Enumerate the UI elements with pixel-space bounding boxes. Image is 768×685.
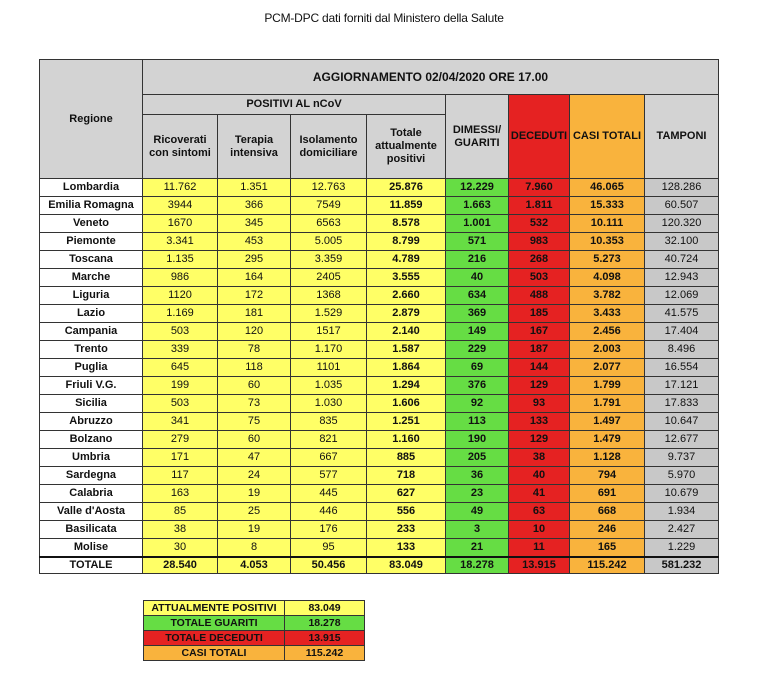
- cell-isolamento: 7549: [291, 197, 367, 215]
- cell-ricoverati: 30: [143, 539, 218, 558]
- cell-isolamento: 835: [291, 413, 367, 431]
- cell-casi-totali: 794: [570, 467, 645, 485]
- cell-totale-positivi: 2.660: [367, 287, 446, 305]
- cell-terapia: 164: [218, 269, 291, 287]
- cell-ricoverati: 11.762: [143, 179, 218, 197]
- header-ricoverati: Ricoverati con sintomi: [143, 115, 218, 179]
- cell-regione: Toscana: [40, 251, 143, 269]
- cell-casi-totali: 46.065: [570, 179, 645, 197]
- cell-dimessi: 3: [446, 521, 509, 539]
- cell-deceduti: 532: [509, 215, 570, 233]
- cell-dimessi: 21: [446, 539, 509, 558]
- cell-ricoverati: 503: [143, 395, 218, 413]
- cell-casi-totali: 4.098: [570, 269, 645, 287]
- cell-isolamento: 1101: [291, 359, 367, 377]
- table-row: [40, 413, 719, 431]
- cell-isolamento: 5.005: [291, 233, 367, 251]
- cell-regione: Campania: [40, 323, 143, 341]
- cell-regione: Veneto: [40, 215, 143, 233]
- summary-row: [144, 646, 365, 661]
- cell-totale-positivi: 4.789: [367, 251, 446, 269]
- cell-casi-totali: 3.433: [570, 305, 645, 323]
- cell-dimessi: 216: [446, 251, 509, 269]
- cell-tamponi: 120.320: [645, 215, 719, 233]
- cell-deceduti: 167: [509, 323, 570, 341]
- cell-ricoverati: 85: [143, 503, 218, 521]
- table-row: [40, 485, 719, 503]
- header-isolamento: Isolamento domiciliare: [291, 115, 367, 179]
- cell-casi-totali: 1.479: [570, 431, 645, 449]
- cell-isolamento: 1517: [291, 323, 367, 341]
- cell-isolamento: 445: [291, 485, 367, 503]
- cell-isolamento: 12.763: [291, 179, 367, 197]
- covid-regions-table: [39, 59, 719, 574]
- cell-deceduti: 11: [509, 539, 570, 558]
- cell-isolamento: 577: [291, 467, 367, 485]
- cell-regione: Lombardia: [40, 179, 143, 197]
- cell-tamponi: 1.934: [645, 503, 719, 521]
- cell-terapia: 453: [218, 233, 291, 251]
- cell-terapia: 172: [218, 287, 291, 305]
- table-row: [40, 197, 719, 215]
- table-row: [40, 521, 719, 539]
- cell-deceduti: 488: [509, 287, 570, 305]
- cell-tamponi: 12.677: [645, 431, 719, 449]
- cell-tamponi: 60.507: [645, 197, 719, 215]
- cell-terapia: 181: [218, 305, 291, 323]
- table-row: [40, 431, 719, 449]
- summary-value: 83.049: [285, 601, 365, 616]
- cell-terapia: 8: [218, 539, 291, 558]
- cell-tamponi: 2.427: [645, 521, 719, 539]
- cell-ricoverati: 3.341: [143, 233, 218, 251]
- cell-deceduti: 93: [509, 395, 570, 413]
- total-terapia: 4.053: [218, 557, 291, 574]
- summary-value: 18.278: [285, 616, 365, 631]
- cell-totale-positivi: 2.140: [367, 323, 446, 341]
- summary-row: [144, 631, 365, 646]
- cell-dimessi: 634: [446, 287, 509, 305]
- cell-regione: Sardegna: [40, 467, 143, 485]
- table-row: [40, 215, 719, 233]
- cell-isolamento: 3.359: [291, 251, 367, 269]
- header-regione: Regione: [40, 60, 143, 179]
- cell-deceduti: 38: [509, 449, 570, 467]
- cell-terapia: 120: [218, 323, 291, 341]
- cell-regione: Abruzzo: [40, 413, 143, 431]
- table-row: [40, 377, 719, 395]
- cell-deceduti: 63: [509, 503, 570, 521]
- cell-deceduti: 185: [509, 305, 570, 323]
- cell-dimessi: 40: [446, 269, 509, 287]
- summary-table: [143, 600, 365, 661]
- cell-terapia: 75: [218, 413, 291, 431]
- cell-ricoverati: 339: [143, 341, 218, 359]
- cell-deceduti: 129: [509, 377, 570, 395]
- header-casi-totali: CASI TOTALI: [570, 95, 645, 179]
- table-row: [40, 359, 719, 377]
- cell-totale-positivi: 2.879: [367, 305, 446, 323]
- cell-isolamento: 95: [291, 539, 367, 558]
- table-row: [40, 287, 719, 305]
- cell-casi-totali: 1.128: [570, 449, 645, 467]
- cell-ricoverati: 279: [143, 431, 218, 449]
- cell-terapia: 1.351: [218, 179, 291, 197]
- cell-ricoverati: 38: [143, 521, 218, 539]
- header-totale-positivi: Totale attualmente positivi: [367, 115, 446, 179]
- cell-ricoverati: 1.135: [143, 251, 218, 269]
- cell-deceduti: 268: [509, 251, 570, 269]
- cell-dimessi: 23: [446, 485, 509, 503]
- cell-ricoverati: 199: [143, 377, 218, 395]
- cell-dimessi: 571: [446, 233, 509, 251]
- cell-casi-totali: 5.273: [570, 251, 645, 269]
- cell-totale-positivi: 718: [367, 467, 446, 485]
- cell-tamponi: 5.970: [645, 467, 719, 485]
- cell-terapia: 345: [218, 215, 291, 233]
- cell-tamponi: 12.069: [645, 287, 719, 305]
- page-title: PCM-DPC dati forniti dal Ministero della Salute: [264, 11, 504, 25]
- cell-deceduti: 1.811: [509, 197, 570, 215]
- cell-dimessi: 49: [446, 503, 509, 521]
- cell-isolamento: 1368: [291, 287, 367, 305]
- cell-regione: Marche: [40, 269, 143, 287]
- cell-totale-positivi: 8.578: [367, 215, 446, 233]
- summary-label: ATTUALMENTE POSITIVI: [144, 601, 285, 616]
- total-ricoverati: 28.540: [143, 557, 218, 574]
- cell-terapia: 73: [218, 395, 291, 413]
- cell-tamponi: 41.575: [645, 305, 719, 323]
- cell-ricoverati: 1670: [143, 215, 218, 233]
- cell-ricoverati: 645: [143, 359, 218, 377]
- total-regione: TOTALE: [40, 557, 143, 574]
- cell-isolamento: 1.170: [291, 341, 367, 359]
- cell-totale-positivi: 627: [367, 485, 446, 503]
- cell-totale-positivi: 1.294: [367, 377, 446, 395]
- total-totale-positivi: 83.049: [367, 557, 446, 574]
- cell-isolamento: 1.035: [291, 377, 367, 395]
- cell-terapia: 24: [218, 467, 291, 485]
- total-deceduti: 13.915: [509, 557, 570, 574]
- cell-dimessi: 376: [446, 377, 509, 395]
- cell-dimessi: 113: [446, 413, 509, 431]
- cell-casi-totali: 10.353: [570, 233, 645, 251]
- table-row: [40, 251, 719, 269]
- cell-isolamento: 6563: [291, 215, 367, 233]
- cell-deceduti: 503: [509, 269, 570, 287]
- cell-isolamento: 1.030: [291, 395, 367, 413]
- cell-terapia: 366: [218, 197, 291, 215]
- cell-totale-positivi: 233: [367, 521, 446, 539]
- cell-dimessi: 12.229: [446, 179, 509, 197]
- cell-terapia: 78: [218, 341, 291, 359]
- cell-dimessi: 1.001: [446, 215, 509, 233]
- cell-totale-positivi: 1.606: [367, 395, 446, 413]
- cell-ricoverati: 1120: [143, 287, 218, 305]
- cell-deceduti: 144: [509, 359, 570, 377]
- cell-terapia: 19: [218, 485, 291, 503]
- cell-tamponi: 8.496: [645, 341, 719, 359]
- cell-terapia: 47: [218, 449, 291, 467]
- cell-deceduti: 983: [509, 233, 570, 251]
- header-deceduti: DECEDUTI: [509, 95, 570, 179]
- cell-tamponi: 10.647: [645, 413, 719, 431]
- cell-totale-positivi: 8.799: [367, 233, 446, 251]
- cell-deceduti: 133: [509, 413, 570, 431]
- cell-regione: Valle d'Aosta: [40, 503, 143, 521]
- summary-value: 115.242: [285, 646, 365, 661]
- cell-ricoverati: 171: [143, 449, 218, 467]
- cell-terapia: 60: [218, 377, 291, 395]
- summary-label: CASI TOTALI: [144, 646, 285, 661]
- cell-isolamento: 821: [291, 431, 367, 449]
- table-row: [40, 305, 719, 323]
- cell-dimessi: 190: [446, 431, 509, 449]
- cell-dimessi: 1.663: [446, 197, 509, 215]
- cell-tamponi: 1.229: [645, 539, 719, 558]
- cell-casi-totali: 2.077: [570, 359, 645, 377]
- cell-regione: Sicilia: [40, 395, 143, 413]
- cell-ricoverati: 163: [143, 485, 218, 503]
- cell-dimessi: 229: [446, 341, 509, 359]
- cell-regione: Liguria: [40, 287, 143, 305]
- cell-deceduti: 10: [509, 521, 570, 539]
- table-row: [40, 233, 719, 251]
- table-row: [40, 503, 719, 521]
- cell-dimessi: 369: [446, 305, 509, 323]
- header-positivi: POSITIVI AL nCoV: [143, 95, 446, 115]
- cell-totale-positivi: 885: [367, 449, 446, 467]
- cell-terapia: 118: [218, 359, 291, 377]
- cell-casi-totali: 15.333: [570, 197, 645, 215]
- cell-casi-totali: 1.497: [570, 413, 645, 431]
- cell-tamponi: 17.121: [645, 377, 719, 395]
- table-row: [40, 449, 719, 467]
- cell-regione: Calabria: [40, 485, 143, 503]
- header-terapia: Terapia intensiva: [218, 115, 291, 179]
- cell-isolamento: 176: [291, 521, 367, 539]
- cell-tamponi: 17.833: [645, 395, 719, 413]
- cell-isolamento: 2405: [291, 269, 367, 287]
- cell-ricoverati: 117: [143, 467, 218, 485]
- summary-label: TOTALE DECEDUTI: [144, 631, 285, 646]
- summary-label: TOTALE GUARITI: [144, 616, 285, 631]
- cell-casi-totali: 1.799: [570, 377, 645, 395]
- cell-dimessi: 149: [446, 323, 509, 341]
- summary-row: [144, 616, 365, 631]
- cell-deceduti: 7.960: [509, 179, 570, 197]
- cell-casi-totali: 10.111: [570, 215, 645, 233]
- cell-tamponi: 12.943: [645, 269, 719, 287]
- cell-terapia: 60: [218, 431, 291, 449]
- cell-regione: Trento: [40, 341, 143, 359]
- cell-casi-totali: 1.791: [570, 395, 645, 413]
- cell-tamponi: 128.286: [645, 179, 719, 197]
- table-row: [40, 395, 719, 413]
- cell-deceduti: 129: [509, 431, 570, 449]
- cell-totale-positivi: 1.864: [367, 359, 446, 377]
- cell-casi-totali: 2.456: [570, 323, 645, 341]
- cell-isolamento: 446: [291, 503, 367, 521]
- cell-tamponi: 17.404: [645, 323, 719, 341]
- cell-casi-totali: 668: [570, 503, 645, 521]
- cell-totale-positivi: 25.876: [367, 179, 446, 197]
- cell-regione: Molise: [40, 539, 143, 558]
- header-aggiornamento: AGGIORNAMENTO 02/04/2020 ORE 17.00: [143, 60, 719, 95]
- cell-totale-positivi: 11.859: [367, 197, 446, 215]
- cell-ricoverati: 3944: [143, 197, 218, 215]
- cell-tamponi: 16.554: [645, 359, 719, 377]
- cell-deceduti: 41: [509, 485, 570, 503]
- cell-terapia: 295: [218, 251, 291, 269]
- cell-regione: Basilicata: [40, 521, 143, 539]
- cell-totale-positivi: 1.587: [367, 341, 446, 359]
- cell-ricoverati: 1.169: [143, 305, 218, 323]
- cell-totale-positivi: 1.160: [367, 431, 446, 449]
- total-casi-totali: 115.242: [570, 557, 645, 574]
- header-dimessi: DIMESSI/ GUARITI: [446, 95, 509, 179]
- cell-dimessi: 205: [446, 449, 509, 467]
- table-row: [40, 341, 719, 359]
- cell-regione: Bolzano: [40, 431, 143, 449]
- summary-value: 13.915: [285, 631, 365, 646]
- cell-casi-totali: 246: [570, 521, 645, 539]
- total-isolamento: 50.456: [291, 557, 367, 574]
- cell-deceduti: 187: [509, 341, 570, 359]
- cell-dimessi: 36: [446, 467, 509, 485]
- total-row: [40, 557, 719, 574]
- cell-totale-positivi: 556: [367, 503, 446, 521]
- cell-terapia: 19: [218, 521, 291, 539]
- cell-tamponi: 10.679: [645, 485, 719, 503]
- table-row: [40, 179, 719, 197]
- cell-isolamento: 667: [291, 449, 367, 467]
- cell-terapia: 25: [218, 503, 291, 521]
- cell-casi-totali: 2.003: [570, 341, 645, 359]
- cell-regione: Puglia: [40, 359, 143, 377]
- cell-dimessi: 69: [446, 359, 509, 377]
- cell-casi-totali: 3.782: [570, 287, 645, 305]
- cell-regione: Emilia Romagna: [40, 197, 143, 215]
- cell-deceduti: 40: [509, 467, 570, 485]
- cell-tamponi: 40.724: [645, 251, 719, 269]
- cell-dimessi: 92: [446, 395, 509, 413]
- table-row: [40, 467, 719, 485]
- cell-casi-totali: 691: [570, 485, 645, 503]
- summary-row: [144, 601, 365, 616]
- cell-totale-positivi: 3.555: [367, 269, 446, 287]
- cell-ricoverati: 503: [143, 323, 218, 341]
- table-row: [40, 269, 719, 287]
- table-row: [40, 323, 719, 341]
- cell-regione: Umbria: [40, 449, 143, 467]
- cell-totale-positivi: 133: [367, 539, 446, 558]
- cell-regione: Piemonte: [40, 233, 143, 251]
- cell-totale-positivi: 1.251: [367, 413, 446, 431]
- cell-casi-totali: 165: [570, 539, 645, 558]
- cell-ricoverati: 986: [143, 269, 218, 287]
- cell-isolamento: 1.529: [291, 305, 367, 323]
- cell-regione: Friuli V.G.: [40, 377, 143, 395]
- total-dimessi: 18.278: [446, 557, 509, 574]
- header-tamponi: TAMPONI: [645, 95, 719, 179]
- cell-ricoverati: 341: [143, 413, 218, 431]
- total-tamponi: 581.232: [645, 557, 719, 574]
- cell-tamponi: 32.100: [645, 233, 719, 251]
- cell-regione: Lazio: [40, 305, 143, 323]
- cell-tamponi: 9.737: [645, 449, 719, 467]
- table-row: [40, 539, 719, 558]
